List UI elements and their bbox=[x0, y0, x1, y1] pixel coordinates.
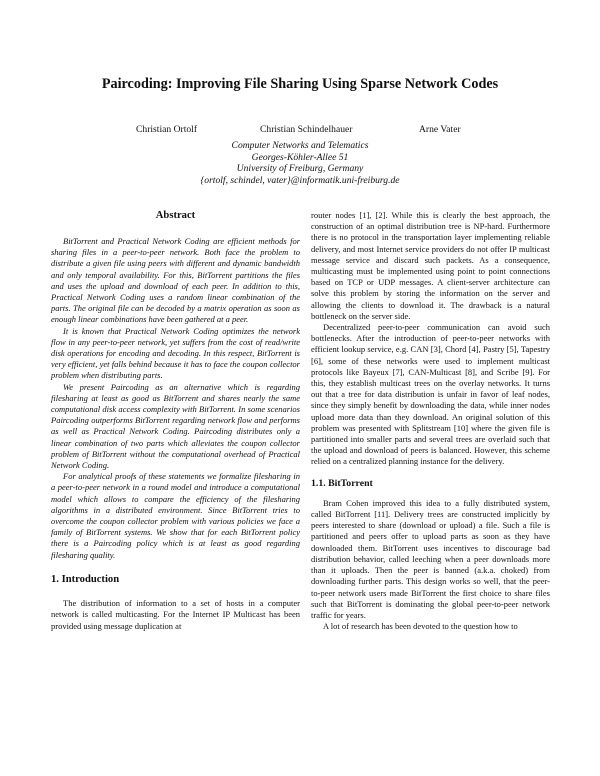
affiliation-block bbox=[0, 140, 600, 186]
author-name: Christian Ortolf bbox=[136, 124, 198, 135]
author-name: Arne Vater bbox=[419, 124, 461, 135]
body-paragraph: Decentralized peer-to-peer communication can avoid such bottlenecks. After the introduction of peer-to-peer networks with efficient lookup service, e.g. CAN [3], Chord [4], Pastry [5], Tapestry [6], some of these networks were used to implement multicast protocols like Bayeux [7], CAN-Multicast [8], and Scribe [9]. For this, they establish multicast trees on the overlay networks. It turns out that a tree for data distribution is unfair in favor of leaf nodes, since they simply benefit by downloading the data, while inner nodes upload more data than they download. An original solution of this problem was presented with Splitstream [10] where the given file is partitioned into smaller parts and several trees are overlaid such that the upload and download of peers is balanced. However, this scheme relied on a centralized planning instance for the delivery. bbox=[311, 322, 550, 467]
abstract-paragraph: It is known that Practical Network Coding optimizes the network flow in any peer-to-peer network, yet suffers from the cost of read/write disk operations for encoding and decoding. In this respect, BitTorrent is very efficient, yet falls behind because it has to face the coupon collector problem when distributing parts. bbox=[51, 325, 300, 381]
author-list bbox=[0, 124, 600, 138]
body-paragraph: The distribution of information to a set of hosts in a computer network is called multicasting. For the Internet IP Multicast has been provided using message duplication at bbox=[51, 598, 300, 631]
affiliation-email: {ortolf, schindel, vater}@informatik.uni-freiburg.de bbox=[200, 174, 400, 186]
subsection-heading-bittorrent: 1.1. BitTorrent bbox=[311, 477, 373, 489]
body-paragraph: A lot of research has been devoted to the question how to bbox=[323, 621, 518, 632]
section-heading-introduction: 1. Introduction bbox=[51, 573, 120, 585]
author-name: Christian Schindelhauer bbox=[260, 124, 353, 135]
affiliation-line: Computer Networks and Telematics bbox=[231, 140, 369, 151]
abstract-paragraph: We present Paircoding as an alternative which is regarding filesharing at least as good as BitTorrent and shares nearly the same computational disk access complexity with BitTorrent. In some scenarios Paircoding outperforms BitTorrent regarding network flow and performs as well as Practical Network Coding. Paircoding distributes only a linear combination of two parts which alleviates the coupon collector problem of BitTorrent without the computational overhead of Practical Network Coding. bbox=[51, 381, 300, 471]
paper-title: Paircoding: Improving File Sharing Using Sparse Network Codes bbox=[101, 76, 499, 92]
affiliation-line: University of Freiburg, Germany bbox=[236, 163, 364, 175]
left-column bbox=[51, 210, 300, 632]
abstract-paragraph: BitTorrent and Practical Network Coding are efficient methods for sharing files in a peer-to-peer network. Both face the problem to distribute a given file using peers with different and dynamic bandwidth and only temporal availability. For this, BitTorrent partitions the files and uses the upload and download of each peer. In addition to this, Practical Network Coding uses a random linear combination of the parts. The original file can be decoded by a matrix operation as soon as enough linear combinations have been gathered at a peer. bbox=[51, 236, 300, 325]
right-column bbox=[311, 210, 550, 632]
body-paragraph: Bram Cohen improved this idea to a fully distributed system, called BitTorrent [11]. Delivery trees are constructed implicitly by peers interested to share (download or upload) a file. Such a file is partitioned and peers offer to upload parts as soon as they have downloaded them. BitTorrent uses incentives to discourage bad distribution behavior, called leeching when a peer downloads more than it uploads. Then the peer is banned (a.k.a. choked) from downloading further parts. This design works so well, that the peer-to-peer network users made BitTorrent the first choice to share files such that BitTorrent is dominating the global peer-to-peer network traffic for years. bbox=[311, 497, 550, 620]
abstract-heading: Abstract bbox=[155, 210, 196, 221]
affiliation-line: Georges-Köhler-Allee 51 bbox=[251, 151, 349, 163]
body-paragraph: router nodes [1], [2]. While this is clearly the best approach, the construction of an optimal distribution tree is NP-hard. Furthermore there is no protocol in the transportation layer implementing reliable delivery, and most Internet service providers do not offer IP multicast message service and discard such packets. As a consequence, multicasting must be implemented using point to point connections based on TCP or UDP messages. A client-server architecture can solve this problem by storing the information on the server and allowing the clients to download it. The drawback is a natural bottleneck on the server side. bbox=[311, 210, 550, 321]
abstract-paragraph: For analytical proofs of these statements we formalize filesharing in a peer-to-peer network in a round model and introduce a computational model which allows to compare the efficiency of the filesharing algorithms in a distributed environment. Since BitTorrent tries to overcome the coupon collector problem with various policies we face a family of BitTorrent systems. We show that for each BitTorrent policy there is a Paircoding policy which is at least as good regarding filesharing quality. bbox=[51, 471, 300, 560]
